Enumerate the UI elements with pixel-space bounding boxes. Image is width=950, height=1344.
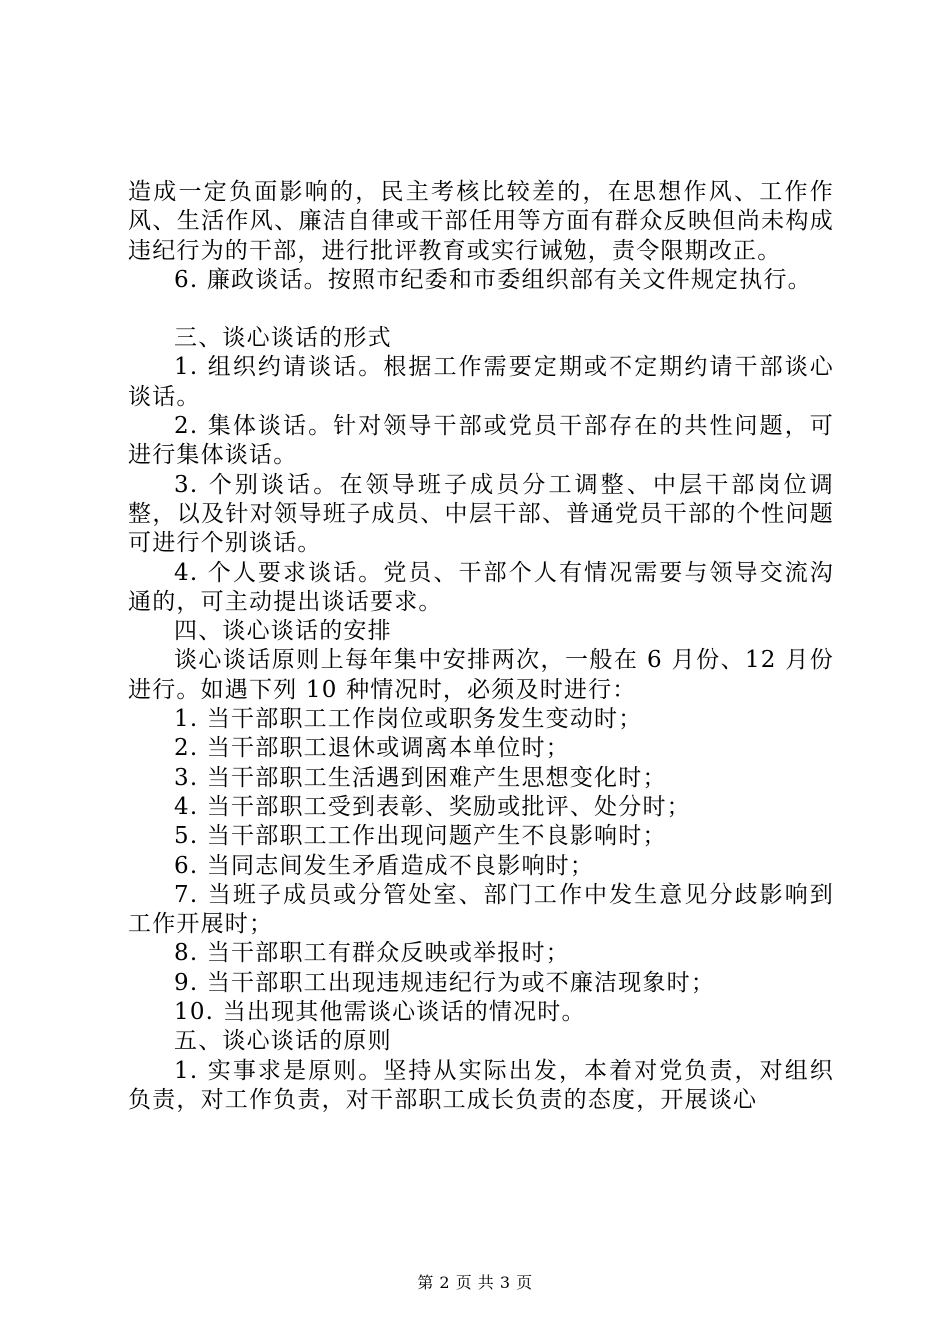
paragraph: 3. 个别谈话。在领导班子成员分工调整、中层干部岗位调整，以及针对领导班子成员、中层干部、普通党员干部的个性问题可进行个别谈话。 [128, 471, 834, 557]
paragraph: 1. 组织约请谈话。根据工作需要定期或不定期约请干部谈心谈话。 [128, 354, 834, 410]
section-heading: 四、谈心谈话的安排 [174, 618, 392, 645]
paragraph: 谈心谈话原则上每年集中安排两次，一般在 6 月份、12 月份进行。如遇下列 10 种情况时，必须及时进行： [128, 647, 834, 703]
paragraph: 4. 个人要求谈话。党员、干部个人有情况需要与领导交流沟通的，可主动提出谈话要求。 [128, 559, 834, 615]
page-footer: 第 2 页 共 3 页 [417, 1273, 533, 1292]
list-item: 10. 当出现其他需谈心谈话的情况时。 [174, 999, 586, 1026]
section-heading: 五、谈心谈话的原则 [174, 1028, 392, 1055]
list-item: 7. 当班子成员或分管处室、部门工作中发生意见分歧影响到工作开展时； [128, 881, 834, 938]
section-heading: 三、谈心谈话的形式 [174, 325, 392, 352]
paragraph: 2. 集体谈话。针对领导干部或党员干部存在的共性问题，可进行集体谈话。 [128, 413, 834, 469]
list-item: 4. 当干部职工受到表彰、奖励或批评、处分时； [174, 793, 691, 820]
list-item: 5. 当干部职工工作出现问题产生不良影响时； [174, 823, 667, 850]
paragraph: 1. 实事求是原则。坚持从实际出发，本着对党负责，对组织负责，对工作负责，对干部职工成长负责的态度，开展谈心 [128, 1057, 834, 1113]
paragraph: 造成一定负面影响的，民主考核比较差的，在思想作风、工作作风、生活作风、廉洁自律或干部任用等方面有群众反映但尚未构成违纪行为的干部，进行批评教育或实行诫勉，责令限期改正。 [128, 179, 834, 264]
document-body [128, 178, 834, 1115]
paragraph: 6. 廉政谈话。按照市纪委和市委组织部有关文件规定执行。 [174, 266, 812, 293]
list-item: 2. 当干部职工退休或调离本单位时； [174, 735, 570, 762]
list-item: 9. 当干部职工出现违规违纪行为或不廉洁现象时； [174, 969, 716, 996]
list-item: 3. 当干部职工生活遇到困难产生思想变化时； [174, 764, 667, 791]
list-item: 6. 当同志间发生矛盾造成不良影响时； [174, 852, 595, 879]
list-item: 1. 当干部职工工作岗位或职务发生变动时； [174, 706, 643, 733]
list-item: 8. 当干部职工有群众反映或举报时； [174, 940, 570, 967]
